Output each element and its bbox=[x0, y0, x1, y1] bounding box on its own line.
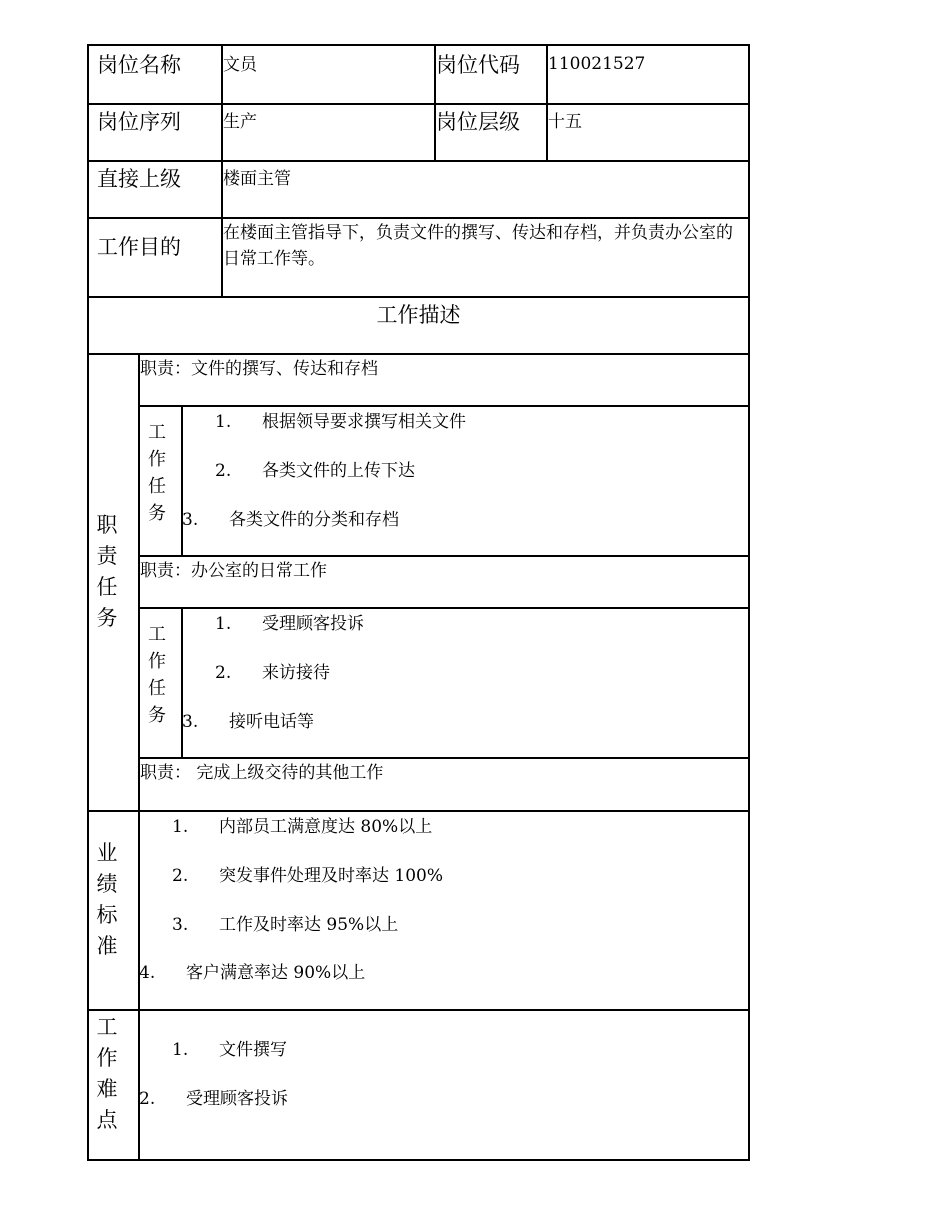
list-item bbox=[215, 612, 231, 636]
row-divider bbox=[87, 353, 750, 355]
post-series-value: 生产 bbox=[223, 112, 257, 132]
list-number: 1. bbox=[215, 412, 232, 432]
superior-label: 直接上级 bbox=[97, 167, 181, 191]
label-char: 业 bbox=[96, 841, 118, 865]
border-bottom bbox=[87, 1159, 750, 1161]
list-item bbox=[139, 1087, 155, 1111]
purpose-value: 在楼面主管指导下，负责文件的撰写、传达和存档，并负责办公室的日常工作等。 bbox=[223, 223, 733, 269]
border-right bbox=[748, 44, 750, 1161]
label-char: 准 bbox=[96, 934, 118, 958]
superior-value: 楼面主管 bbox=[223, 169, 291, 189]
description-title: 工作描述 bbox=[376, 303, 461, 327]
label-char: 工 bbox=[96, 1015, 118, 1039]
label-char: 标 bbox=[96, 903, 118, 927]
label-char: 任 bbox=[148, 476, 166, 497]
list-item bbox=[172, 815, 188, 839]
label-char: 点 bbox=[96, 1108, 118, 1132]
duty-title: 职责：办公室的日常工作 bbox=[140, 561, 327, 581]
list-number: 1. bbox=[215, 614, 232, 634]
col-divider bbox=[181, 607, 183, 759]
difficulties-label bbox=[95, 1012, 119, 1136]
post-level-label: 岗位层级 bbox=[436, 110, 520, 134]
list-item-text: 根据领导要求撰写相关文件 bbox=[262, 412, 466, 432]
list-item-text: 文件撰写 bbox=[219, 1040, 287, 1060]
list-item-text: 接听电话等 bbox=[229, 712, 314, 732]
list-item-text: 客户满意率达 90%以上 bbox=[186, 963, 366, 983]
list-number: 3. bbox=[182, 510, 199, 530]
list-item-text: 内部员工满意度达 80%以上 bbox=[219, 817, 433, 837]
job-description-table bbox=[87, 44, 749, 1160]
post-name-label: 岗位名称 bbox=[97, 53, 181, 77]
col-divider bbox=[181, 405, 183, 557]
duty-title: 职责：文件的撰写、传达和存档 bbox=[140, 359, 378, 379]
label-char: 作 bbox=[96, 1046, 118, 1070]
list-item bbox=[182, 710, 198, 734]
border-left bbox=[87, 44, 89, 1161]
list-item-text: 各类文件的分类和存档 bbox=[229, 510, 399, 530]
task-label bbox=[145, 621, 169, 729]
row-divider bbox=[138, 555, 750, 557]
post-code-label: 岗位代码 bbox=[436, 53, 520, 77]
post-level-value: 十五 bbox=[548, 112, 582, 132]
post-code-value: 110021527 bbox=[548, 54, 646, 74]
list-number: 2. bbox=[215, 461, 232, 481]
list-item-text: 工作及时率达 95%以上 bbox=[219, 915, 399, 935]
list-item-text: 来访接待 bbox=[262, 663, 330, 683]
label-char: 责 bbox=[96, 544, 118, 568]
list-item-text: 受理顾客投诉 bbox=[186, 1089, 288, 1109]
duties-section-label bbox=[95, 510, 119, 634]
row-divider bbox=[87, 1009, 750, 1011]
row-divider bbox=[138, 757, 750, 759]
label-char: 绩 bbox=[96, 872, 118, 896]
list-item-text: 受理顾客投诉 bbox=[262, 614, 364, 634]
row-divider bbox=[87, 810, 750, 812]
performance-label bbox=[95, 838, 119, 962]
label-char: 任 bbox=[148, 678, 166, 699]
label-char: 务 bbox=[148, 705, 166, 726]
row-divider bbox=[87, 160, 750, 162]
list-item bbox=[172, 1038, 188, 1062]
label-char: 任 bbox=[96, 575, 118, 599]
list-item-text: 突发事件处理及时率达 100% bbox=[219, 866, 444, 886]
label-char: 务 bbox=[148, 503, 166, 524]
list-item-text: 各类文件的上传下达 bbox=[262, 461, 415, 481]
list-number: 4. bbox=[139, 963, 156, 983]
list-number: 1. bbox=[172, 817, 189, 837]
list-number: 1. bbox=[172, 1040, 189, 1060]
list-item bbox=[172, 913, 188, 937]
post-series-label: 岗位序列 bbox=[97, 110, 181, 134]
list-item bbox=[172, 864, 188, 888]
purpose-label: 工作目的 bbox=[97, 235, 181, 259]
list-number: 2. bbox=[172, 866, 189, 886]
list-item bbox=[139, 961, 155, 985]
label-char: 工 bbox=[148, 422, 166, 443]
post-name-value: 文员 bbox=[223, 55, 257, 75]
row-divider bbox=[87, 103, 750, 105]
duty-title: 职责： 完成上级交待的其他工作 bbox=[140, 763, 384, 783]
list-item bbox=[182, 508, 198, 532]
list-number: 2. bbox=[215, 663, 232, 683]
label-char: 难 bbox=[96, 1077, 118, 1101]
label-char: 作 bbox=[148, 651, 166, 672]
list-item bbox=[215, 410, 231, 434]
row-divider bbox=[87, 296, 750, 298]
row-divider bbox=[138, 405, 750, 407]
list-item bbox=[215, 459, 231, 483]
task-label bbox=[145, 419, 169, 527]
list-number: 3. bbox=[182, 712, 199, 732]
border-top bbox=[87, 44, 750, 46]
list-number: 2. bbox=[139, 1089, 156, 1109]
label-char: 作 bbox=[148, 449, 166, 470]
row-divider bbox=[138, 607, 750, 609]
label-char: 务 bbox=[96, 606, 118, 630]
label-char: 职 bbox=[96, 513, 118, 537]
list-item bbox=[215, 661, 231, 685]
row-divider bbox=[87, 217, 750, 219]
list-number: 3. bbox=[172, 915, 189, 935]
label-char: 工 bbox=[148, 624, 166, 645]
